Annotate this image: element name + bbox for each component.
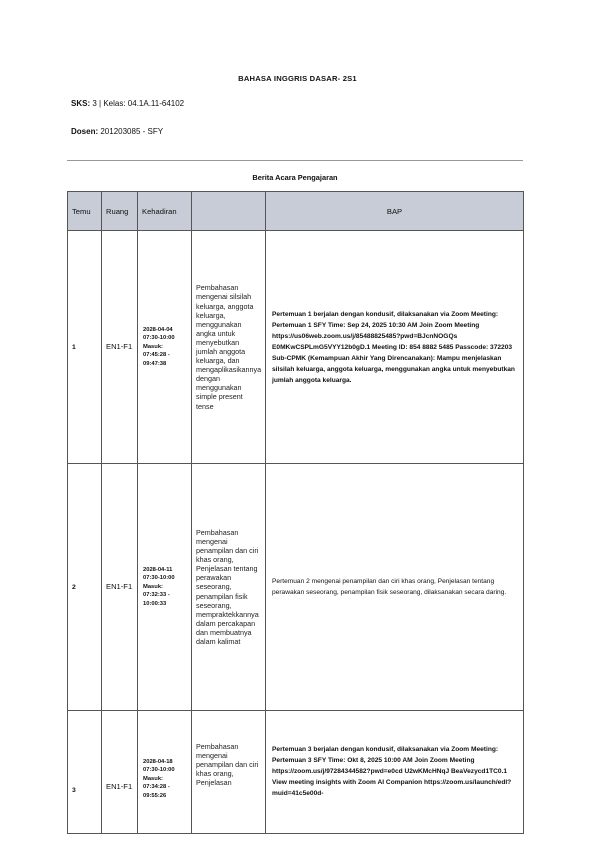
bap-cell <box>266 711 524 834</box>
schedule-line: 07:30-10:00 <box>143 575 175 582</box>
time-in-line: 07:45:28 - <box>143 352 170 359</box>
bap-cell: Pertemuan 2 mengenai penampilan dan ciri khas orang, Penjelasan tentang perawakan seseorang, penampilan fisik seseorang, dilaksanakan secara daring. <box>266 464 524 711</box>
table-row <box>68 464 524 711</box>
sks-value: 3 | Kelas: 04.1A.11-64102 <box>92 99 185 108</box>
dosen-line <box>71 127 163 136</box>
sks-label: SKS: <box>71 99 91 108</box>
table-header-row <box>68 192 524 231</box>
topik-cell <box>192 711 266 834</box>
dosen-value: 201203085 - SFY <box>100 127 164 136</box>
time-out-line: 10:00:33 <box>143 600 167 607</box>
col-header-bap: BAP <box>266 192 524 231</box>
masuk-label: Masuk: <box>143 343 163 350</box>
schedule-line: 07:30-10:00 <box>143 335 175 342</box>
topik-cell: Pembahasan mengenai silsilah keluarga, anggota keluarga, menggunakan angka untuk menyebutkan jumlah anggota keluarga, dan mengaplikasikannya dengan menggunakan simple present tense <box>192 231 266 464</box>
course-title: BAHASA INGGRIS DASAR- 2S1 <box>238 74 357 83</box>
time-in-line: 07:32:33 - <box>143 592 170 599</box>
horizontal-divider <box>67 160 523 161</box>
kehadiran-cell <box>138 231 192 464</box>
col-header-ruang: Ruang <box>102 192 138 231</box>
ruang-cell: EN1-F1 <box>102 464 138 711</box>
col-header-temu: Temu <box>68 192 102 231</box>
time-out-line: 09:55:26 <box>143 792 167 799</box>
bap-cell: Pertemuan 1 berjalan dengan kondusif, dilaksanakan via Zoom Meeting: Pertemuan 1 SFY Time: Sep 24, 2025 10:30 AM Join Zoom Meeting https://us06web.zoom.us/j/85488825485?pwd=BJcnNOGQs E0MKwCSPLmG5VYY12b0gD.1 Meeting ID: 854 8882 5485 Passcode: 372203 Sub-CPMK (Kemampuan Akhir Yang Direncanakan): Mampu menjelaskan silsilah keluarga, anggota keluarga, menggunakan angka untuk menyebutkan jumlah anggota keluarga. <box>266 231 524 464</box>
date-line: 2028-04-04 <box>143 326 173 333</box>
time-in-line: 07:34:28 - <box>143 784 170 791</box>
kehadiran-cell <box>138 711 192 834</box>
table-row <box>68 711 524 834</box>
dosen-label: Dosen: <box>71 127 99 136</box>
temu-cell: 1 <box>68 231 102 464</box>
ruang-cell: EN1-F1 <box>102 231 138 464</box>
masuk-label: Masuk: <box>143 583 163 590</box>
ruang-cell: EN1-F1 <box>102 711 138 834</box>
date-line: 2028-04-18 <box>143 758 173 765</box>
temu-cell: 2 <box>68 464 102 711</box>
table-caption: Berita Acara Pengajaran <box>252 173 338 182</box>
temu-cell: 3 <box>68 711 102 834</box>
bap-table <box>67 191 524 834</box>
table-row <box>68 231 524 464</box>
time-out-line: 09:47:38 <box>143 360 167 367</box>
schedule-line: 07:30-10:00 <box>143 767 175 774</box>
sks-line <box>71 99 184 108</box>
col-header-kehadiran: Kehadiran <box>138 192 192 231</box>
col-header-topik <box>192 192 266 231</box>
kehadiran-cell <box>138 464 192 711</box>
topik-cell: Pembahasan mengenai penampilan dan ciri khas orang, Penjelasan tentang perawakan seseorang, penampilan fisik seseorang, mempraktekkannya dalam percakapan dan membuatnya dalam kalimat <box>192 464 266 711</box>
bap-text: Pertemuan 3 berjalan dengan kondusif, dilaksanakan via Zoom Meeting: Pertemuan 3 SFY Time: Okt 8, 2025 10:00 AM Join Zoom Meeting https://zoom.us/j/97284344582?pwd=e0cd U2wKMcHNqJ BeaVezycd1TC0.1 View meeting insights with Zoom AI Companion https://zoom.us/launch/edl?muid=41c5e00d- <box>272 745 512 797</box>
date-line: 2028-04-11 <box>143 566 173 573</box>
masuk-label: Masuk: <box>143 775 163 782</box>
topik-text: Pembahasan mengenai penampilan dan ciri khas orang, Penjelasan <box>196 741 259 787</box>
